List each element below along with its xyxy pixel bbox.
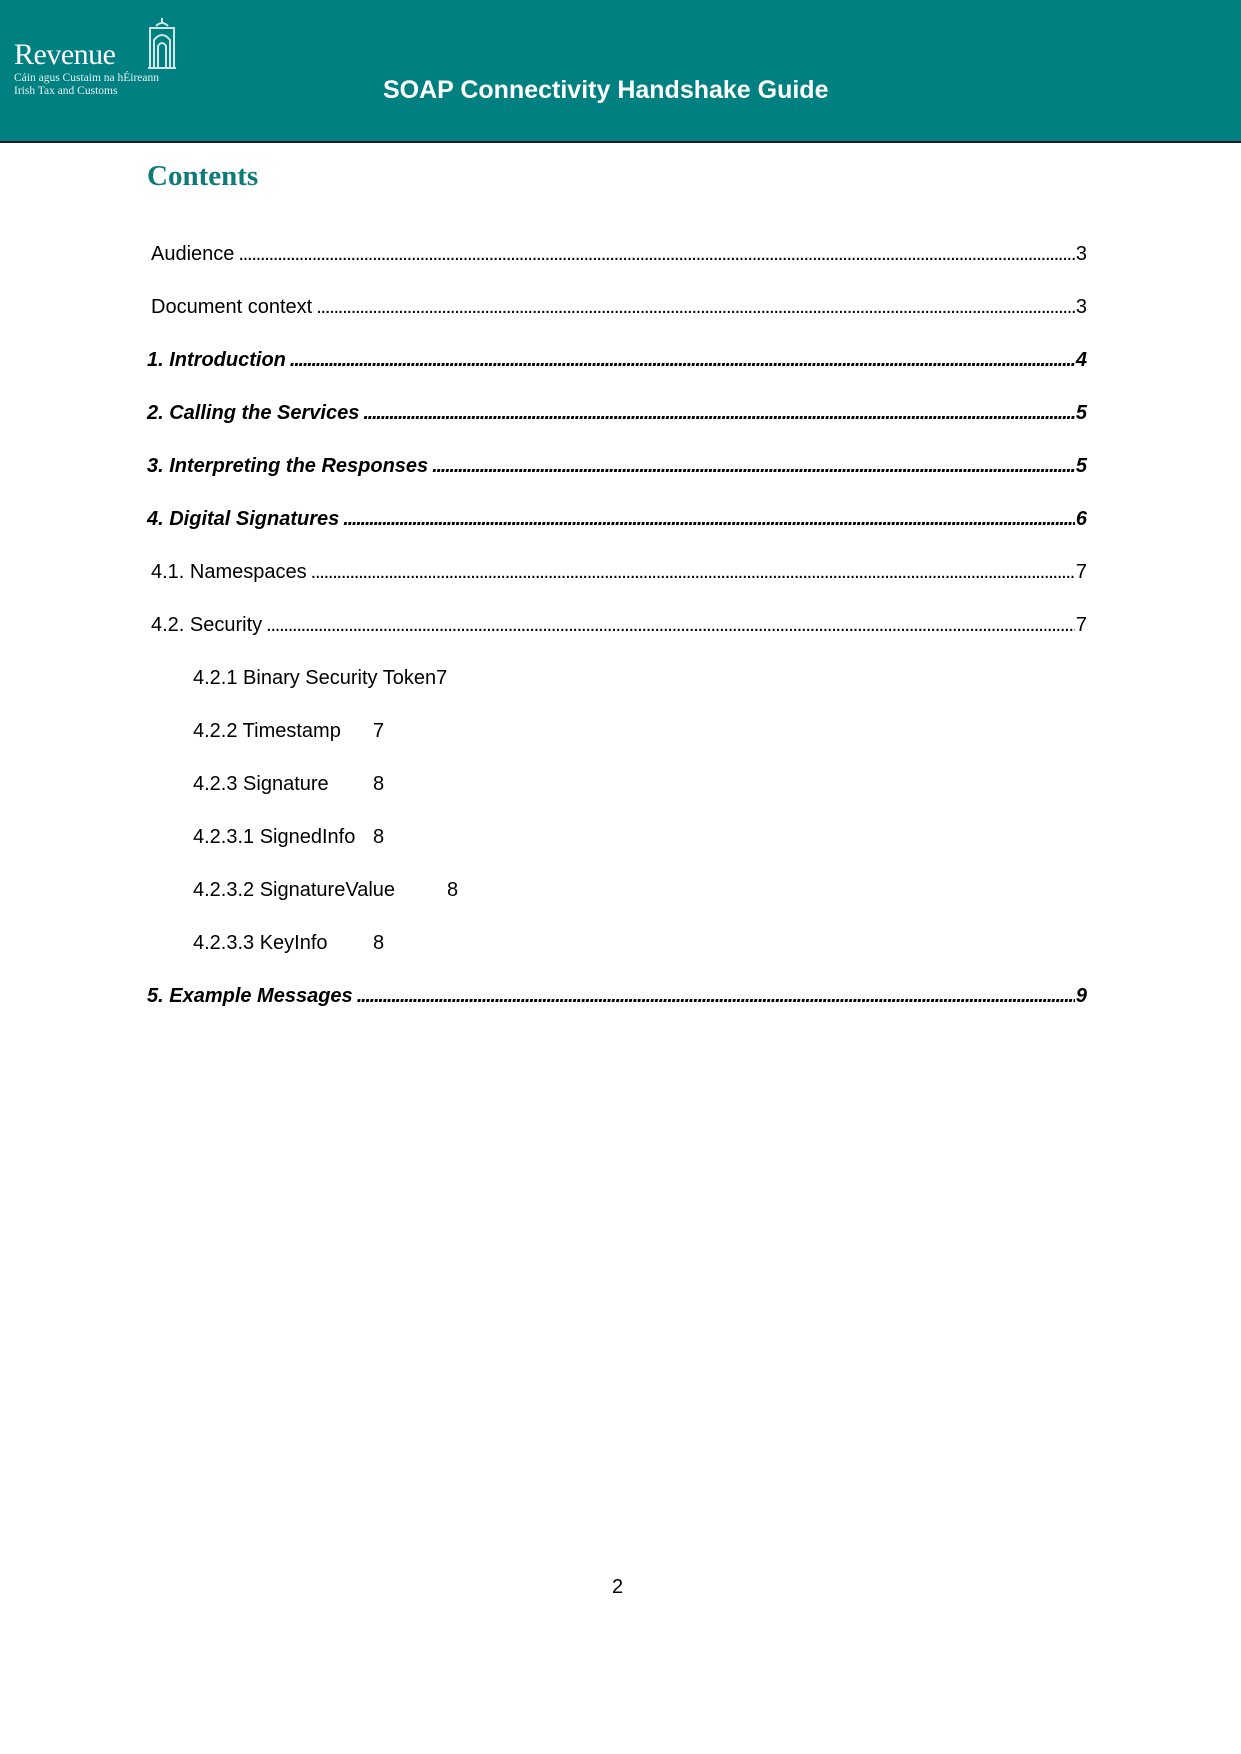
- dot-leader: [266, 611, 1075, 639]
- dot-leader: [343, 505, 1075, 533]
- toc-entry-page: 7: [1075, 614, 1087, 636]
- page-number: 2: [612, 1576, 624, 1598]
- contents-heading: Contents: [147, 160, 259, 192]
- dot-leader: [311, 558, 1075, 586]
- toc-subentry-page: 8: [447, 879, 459, 901]
- toc-entry-page: 3: [1075, 296, 1087, 318]
- logo-subtitle-english: Irish Tax and Customs: [14, 85, 118, 97]
- toc-entry-page: 9: [1075, 985, 1087, 1007]
- dot-leader: [363, 399, 1075, 427]
- toc-entry-introduction[interactable]: [147, 346, 1087, 374]
- toc-entry-page: 7: [1075, 561, 1087, 583]
- dot-leader: [316, 293, 1075, 321]
- toc-entry-example-messages[interactable]: [147, 982, 1087, 1010]
- logo-wordmark: Revenue: [14, 38, 116, 71]
- toc-entry-label: 5. Example Messages: [147, 985, 353, 1007]
- toc-subentry-timestamp[interactable]: [193, 717, 393, 745]
- toc-entry-label: 4. Digital Signatures: [147, 508, 340, 530]
- toc-entry-page: 5: [1075, 402, 1087, 424]
- toc-entry-label: Audience: [151, 243, 235, 265]
- toc-entry-label: 2. Calling the Services: [147, 402, 360, 424]
- toc-entry-page: 5: [1075, 455, 1087, 477]
- toc-entry-label: 3. Interpreting the Responses: [147, 455, 429, 477]
- revenue-logo: [14, 14, 184, 104]
- toc-entry-digital-signatures[interactable]: [147, 505, 1087, 533]
- dot-leader: [238, 240, 1074, 268]
- toc-entry-page: 4: [1075, 349, 1087, 371]
- toc-subentry-label: 4.2.1 Binary Security Token: [193, 667, 437, 689]
- toc-subentry-label: 4.2.2 Timestamp: [193, 720, 341, 742]
- toc-entry-label: Document context: [151, 296, 313, 318]
- page-header: [0, 0, 1241, 143]
- toc-subentry-label: 4.2.3.2 SignatureValue: [193, 879, 396, 901]
- toc-entry-calling-services[interactable]: [147, 399, 1087, 427]
- toc-subentry-binary-security-token[interactable]: [193, 664, 447, 692]
- toc-subentry-keyinfo[interactable]: [193, 929, 393, 957]
- toc-subentry-page: 8: [373, 773, 385, 795]
- toc-subentry-signature[interactable]: [193, 770, 393, 798]
- toc-entry-namespaces[interactable]: [151, 558, 1087, 586]
- toc-subentry-page: 7: [373, 720, 385, 742]
- toc-entry-label: 1. Introduction: [147, 349, 286, 371]
- toc-entry-page: 6: [1075, 508, 1087, 530]
- building-emblem-icon: [144, 16, 180, 70]
- toc-entry-page: 3: [1075, 243, 1087, 265]
- toc-subentry-page: 7: [436, 667, 448, 689]
- toc-subentry-page: 8: [373, 826, 385, 848]
- dot-leader: [290, 346, 1075, 374]
- logo-subtitle-irish: Cáin agus Custaim na hÉireann: [14, 72, 159, 84]
- toc-entry-document-context[interactable]: [151, 293, 1087, 321]
- toc-subentry-page: 8: [373, 932, 385, 954]
- toc-entry-audience[interactable]: [151, 240, 1087, 268]
- dot-leader: [357, 982, 1075, 1010]
- toc-subentry-label: 4.2.3 Signature: [193, 773, 329, 795]
- toc-entry-interpreting-responses[interactable]: [147, 452, 1087, 480]
- toc-entry-label: 4.1. Namespaces: [151, 561, 307, 583]
- document-title: SOAP Connectivity Handshake Guide: [383, 76, 829, 104]
- toc-subentry-label: 4.2.3.1 SignedInfo: [193, 826, 356, 848]
- toc-subentry-label: 4.2.3.3 KeyInfo: [193, 932, 328, 954]
- toc-entry-label: 4.2. Security: [151, 614, 263, 636]
- toc-entry-security[interactable]: [151, 611, 1087, 639]
- dot-leader: [432, 452, 1075, 480]
- toc-subentry-signaturevalue[interactable]: [193, 876, 463, 904]
- toc-subentry-signedinfo[interactable]: [193, 823, 393, 851]
